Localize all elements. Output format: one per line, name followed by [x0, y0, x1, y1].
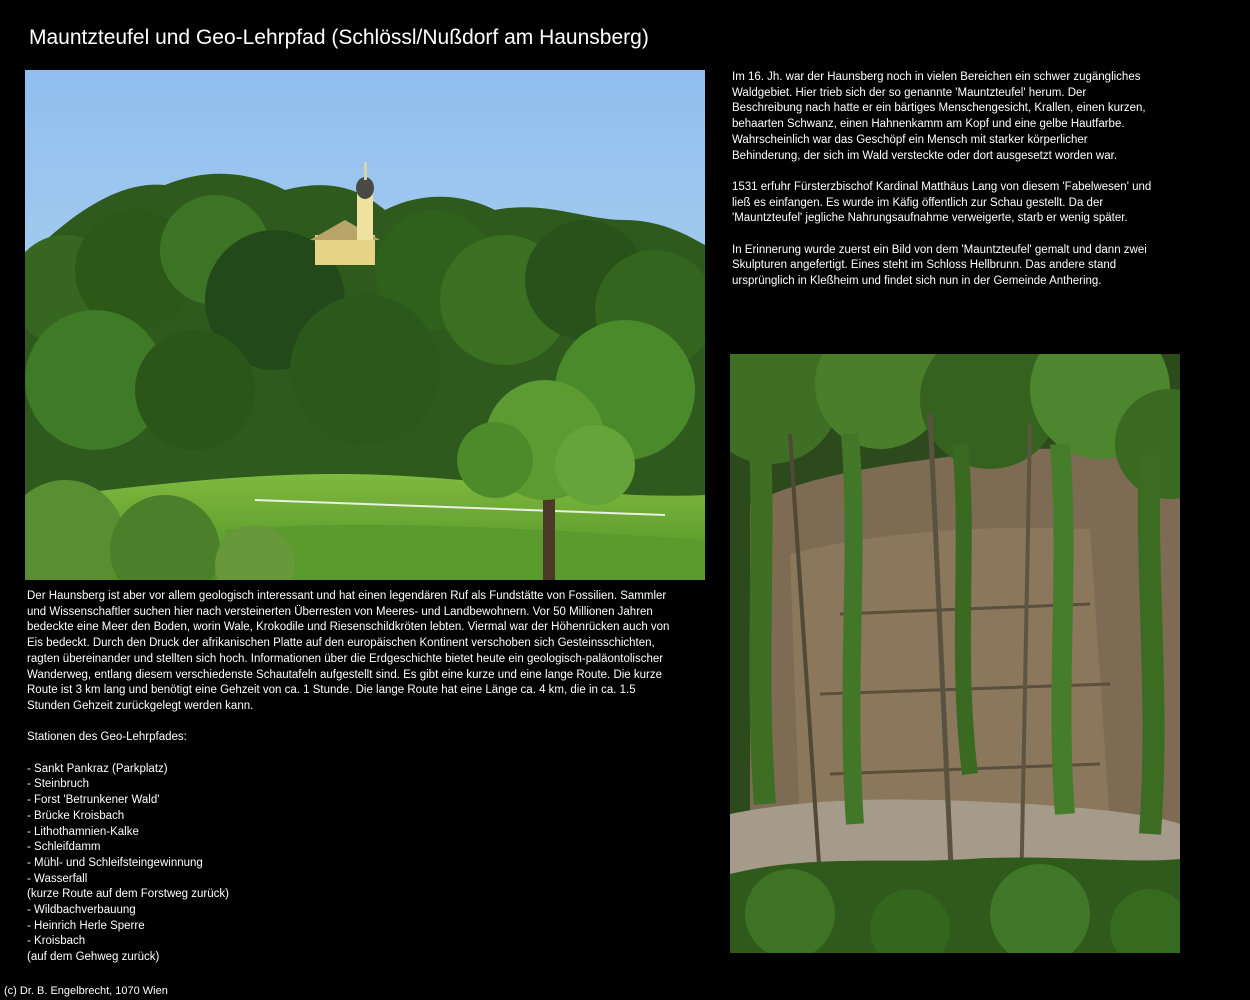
church-hill-illustration — [25, 70, 705, 580]
rock-wall-illustration — [730, 354, 1180, 953]
station-item: - Mühl- und Schleifsteingewinnung — [27, 856, 203, 869]
station-item: (auf dem Gehweg zurück) — [27, 951, 160, 964]
page-title: Mauntzteufel und Geo-Lehrpfad (Schlössl/Nußdorf am Haunsberg) — [29, 26, 649, 49]
station-item: - Lithothamnien-Kalke — [27, 825, 139, 838]
station-item: - Forst 'Betrunkener Wald' — [27, 794, 160, 807]
station-item: (kurze Route auf dem Forstweg zurück) — [27, 888, 229, 901]
stations-heading: Stationen des Geo-Lehrpfades: — [27, 731, 187, 744]
station-item: - Brücke Kroisbach — [27, 809, 125, 822]
station-item: - Steinbruch — [27, 778, 90, 791]
geology-section — [27, 589, 677, 966]
intro-paragraph: Im 16. Jh. war der Haunsberg noch in vielen Bereichen ein schwer zugängliches Waldgebiet. Hier trieb sich der so genannte 'Mauntzteufel' herum. Der Beschreibung nach hatte er ein bärtiges Menschengesicht, Krallen, einen kurzen, behaarten Schwanz, einen Hahnenkamm am Kopf und eine gelbe Hautfarbe. Wahrscheinlich war das Geschöpf ein Mensch mit starker körperlicher Behinderung, der sich im Wald versteckte oder dort ausgesetzt worden war. — [732, 71, 1146, 162]
intro-paragraph: In Erinnerung wurde zuerst ein Bild von dem 'Mauntzteufel' gemalt und dann zwei Skulpturen angefertigt. Eines steht im Schloss Hellbrunn. Das andere stand ursprünglich in Kleßheim und findet sich nun in der Gemeinde Anthering. — [732, 243, 1147, 288]
rock-wall-photo — [730, 354, 1180, 953]
station-item: - Kroisbach — [27, 935, 86, 948]
stations-list — [27, 762, 677, 966]
mauntzteufel-story — [732, 70, 1152, 306]
station-item: - Schleifdamm — [27, 841, 101, 854]
geology-paragraph: Der Haunsberg ist aber vor allem geologisch interessant und hat einen legendären Ruf als Fundstätte von Fossilien. Sammler und Wissenschaftler suchen hier nach versteinerten Überresten von Meeres- und Landbewohnern. Vor 50 Millionen Jahren bedeckte eine Meer den Boden, worin Wale, Krokodile und Riesenschildkröten lebten. Viermal war der Höhenrücken auch von Eis bedeckt. Durch den Druck der afrikanischen Platte auf den europäischen Kontinent verschoben sich Gesteinsschichten, ragten übereinander und stellten sich hoch. Informationen über die Erdgeschichte bietet heute ein geologisch-paläontolischer Wanderweg, entlang diesem verschiedenste Schautafeln aufgestellt sind. Es gibt eine kurze und eine lange Route. Die kurze Route ist 3 km lang und benötigt eine Gehzeit von ca. 1 Stunde. Die lange Route hat eine Länge ca. 4 km, die in ca. 1.5 Stunden Gehzeit zurückgelegt werden kann. — [27, 590, 670, 712]
copyright-notice: (c) Dr. B. Engelbrecht, 1070 Wien — [4, 985, 168, 997]
station-item: - Wasserfall — [27, 872, 88, 885]
church-hill-photo — [25, 70, 705, 580]
station-item: - Sankt Pankraz (Parkplatz) — [27, 762, 168, 775]
station-item: - Wildbachverbauung — [27, 904, 136, 917]
station-item: - Heinrich Herle Sperre — [27, 919, 145, 932]
intro-paragraph: 1531 erfuhr Fürsterzbischof Kardinal Matthäus Lang von diesem 'Fabelwesen' und ließ es einfangen. Es wurde im Käfig öffentlich zur Schau gestellt. Da der 'Mauntzteufel' jegliche Nahrungsaufnahme verweigerte, starb er wenig später. — [732, 180, 1152, 225]
